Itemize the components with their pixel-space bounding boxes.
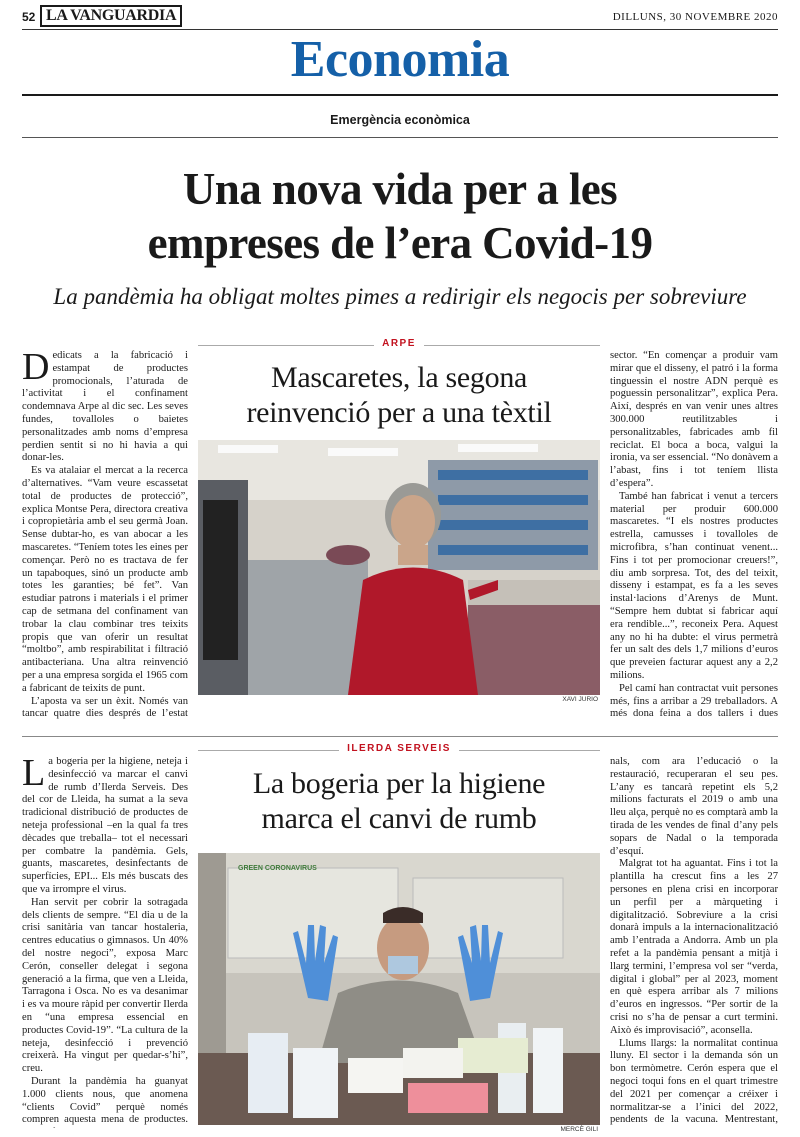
story2-title-line-1: La bogeria per la higiene: [252, 767, 546, 800]
story2-title: [198, 766, 600, 836]
story2-photo: [198, 853, 600, 1125]
story2-left-column: [22, 756, 188, 1128]
story2-left-para-2: Han servit per cobrir la sotragada dels clients de sempre. “El dia u de la crisi sanitària van tancar hostaleria, centres educatius o gimnasos. Un 40% del nostre negoci”, exposa Marc Cerón, conseller delegat i segona generació a la firma, que ven a Lleida, Tarragona i Osca. No es va desanimar i es va moure ràpid per convertir Ilerda en “una empresa essencial en productes Covid-19”. “La cultura de la neteja, desinfecció i prevenció creixerà. Ha vingut per quedar-s’hi”, creu.: [22, 896, 188, 1075]
main-subhead: La pandèmia ha obligat moltes pimes a redirigir els negocis per sobreviure: [53, 284, 747, 309]
story1-right-para-2: També han fabricat i venut a tercers material per produir 600.000 mascaretes. “I els nostres productes estrella, camusses i tovalloles de microfibra, s’han continuat venent... Fins i tot per promocionar creuers!”, diu amb sorpresa. Tot, des del teixit, disseny i estampat, es fa a les seves instal·lacions d’Arenys de Munt. “Sempre hem dubtat si fabricar aquí era rendible...”, reconeix Pera. Aquest any no hi ha dubte: el virus permetrà fer un salt des dels 1,7 milions d’euros que preveien facturar aquest any a 2,2 milions.: [610, 490, 778, 681]
subsection-rule: [22, 137, 778, 138]
paragraph-text: a bogeria per la higiene, neteja i desinfecció va marcar el canvi de rumb d’Ilerda Serveis. Des del cor de Lleida, ha sumat a la seva tradicional distribució de productes de neteja professional –en la qual fa tres dècades que treballa– tot el necessari per combatre la pandèmia. Gels, guants, mascaretes, desinfectants de superfícies, EPI... Els més buscats des que va irrompre el virus.: [22, 756, 188, 895]
story1-title: [198, 360, 600, 430]
issue-date: DILLUNS, 30 NOVEMBRE 2020: [612, 11, 778, 23]
story2-right-column: [610, 756, 778, 1128]
story2-right-para-2: Malgrat tot ha aguantat. Fins i tot la plantilla ha crescut fins a les 27 persones en plena crisi en incorporar un perfil per a màrqueting i digitalització. Sobreviure a la crisi donarà impuls a la internacionalització amb l’entrada a Andorra. Amb un pla refet a la pandèmia pensant a mitjà i llarg termini, l’empresa vol ser “verda, digital i global” per al 2023, moment en què espera arribar als 7 milions d’euros en ingressos. “Per sortir de la crisi no s’ha de pensar a curt termini. Això és improvisació”, aconsella.: [610, 858, 778, 1036]
story1-photo: [198, 440, 600, 695]
story2-right-para-3: Llums llargs: la normalitat continua lluny. El sector i la demanda són un bon termòmetre. Cerón espera que el negoci toqui fons en el quart trimestre del 2021 per començar a créixer i normalitzar-se a l’inici del 2022, pendents de la vacuna. Mentrestant,: [610, 1037, 778, 1126]
main-headline: [40, 162, 760, 270]
story1-right-column: [610, 350, 778, 720]
photo-banner-text: GREEN CORONAVIRUS: [238, 865, 317, 872]
story2-kicker-text: ILERDA SERVEIS: [339, 743, 459, 754]
drop-cap: L: [22, 756, 46, 794]
story1-left-para-2: Es va atalaiar el mercat a la recerca d’alternatives. “Vam veure escassetat total de productes de protecció”, explica Montse Pera, directora creativa i copropietària amb el seu germà Joan. Sense dubtar-ho, es van abocar a les mascaretes. “Teníem totes les eines per començar. Però no es tractava de fer un tapaboques, sinó un producte amb totes les garanties; bé fet”. Van estudiar patrons i materials i el primer cap de setmana del confinament van trobar la clau combinar tres teixits propis que van oferir un resultat “moltbo”, amb respirabilitat i filtració antibacteriana. Una altra reinvenció per a una empresa sorgida el 1965 com a fabricant de teixits de punt.: [22, 465, 188, 694]
page-number: 52: [22, 10, 36, 24]
workshop-photo-illustration: [198, 440, 600, 695]
newspaper-logo: LA VANGUARDIA: [40, 5, 182, 27]
headline-line-2: empreses de l’era Covid-19: [147, 218, 653, 268]
story2-left-para-1: [22, 756, 188, 897]
story1-left-para-3: L’aposta va ser un èxit. Només van tancar quatre dies després de l’estat: [22, 695, 188, 720]
story1-right-para-3: Pel camí han contractat vuit persones més, fins a arribar a 29 treballadors. A més dona feina a dos tallers i dues: [610, 682, 778, 720]
story1-title-line-2: reinvenció per a una tèxtil: [246, 396, 552, 429]
story2-right-para-1: nals, com ara l’educació o la restauració, recuperaran el seu pes. L’any es tancarà repetint els 5,2 milions facturats el 2019 o amb una lleu alça, perquè no es comptarà amb la tirada de les vendes de final d’any pels sopars de Nadal o la temporada d’esquí.: [610, 756, 778, 857]
story2-photo-credit: MERCÈ GILI: [560, 1126, 598, 1133]
story2-left-para-3: Durant la pandèmia ha guanyat 1.000 clients nous, que anomena “clients Covid” perquè només compren aquesta mena de productes.: [22, 1075, 188, 1126]
paragraph-text: edicats a la fabricació i estampat de productes promocionals, l’aturada de l’activitat i el confinament condemnava Arpe al dic sec. Les seves fundes, tovalloles o baietes personalitzades amb noms d’empresa perdien sentit si no hi havia a qui donar-les.: [22, 350, 188, 464]
drop-cap: D: [22, 350, 50, 388]
story1-title-line-1: Mascaretes, la segona: [270, 361, 528, 394]
story1-left-para-1: [22, 350, 188, 465]
section-title: Economia: [290, 31, 510, 88]
subsection-label: Emergència econòmica: [330, 113, 470, 127]
story1-left-column: [22, 350, 188, 720]
headline-line-1: Una nova vida per a les: [182, 164, 618, 214]
story2-kicker: [198, 743, 600, 754]
section-rule: [22, 94, 778, 96]
story1-right-para-1: sector. “En començar a produir vam mirar que el disseny, el patró i la forma tinguessin el nostre ADN perquè es poguessin personalitzar”, explica Pera. Així, després en van venir unes altres 300.000 reutilitzables i personalitzables, fabricades amb fil reciclat. El boca a boca, valgui la ironia, va ser essencial. “No donàvem a l’abast, fins i tot teníem llista d’espera”.: [610, 350, 778, 489]
story1-kicker: [198, 338, 600, 349]
masthead-rule: [22, 29, 778, 30]
story1-kicker-text: ARPE: [374, 338, 424, 349]
office-photo-illustration: [198, 853, 600, 1125]
story2-title-line-2: marca el canvi de rumb: [261, 802, 537, 835]
story-separator: [22, 736, 778, 737]
story1-photo-credit: XAVI JURIO: [562, 696, 598, 703]
